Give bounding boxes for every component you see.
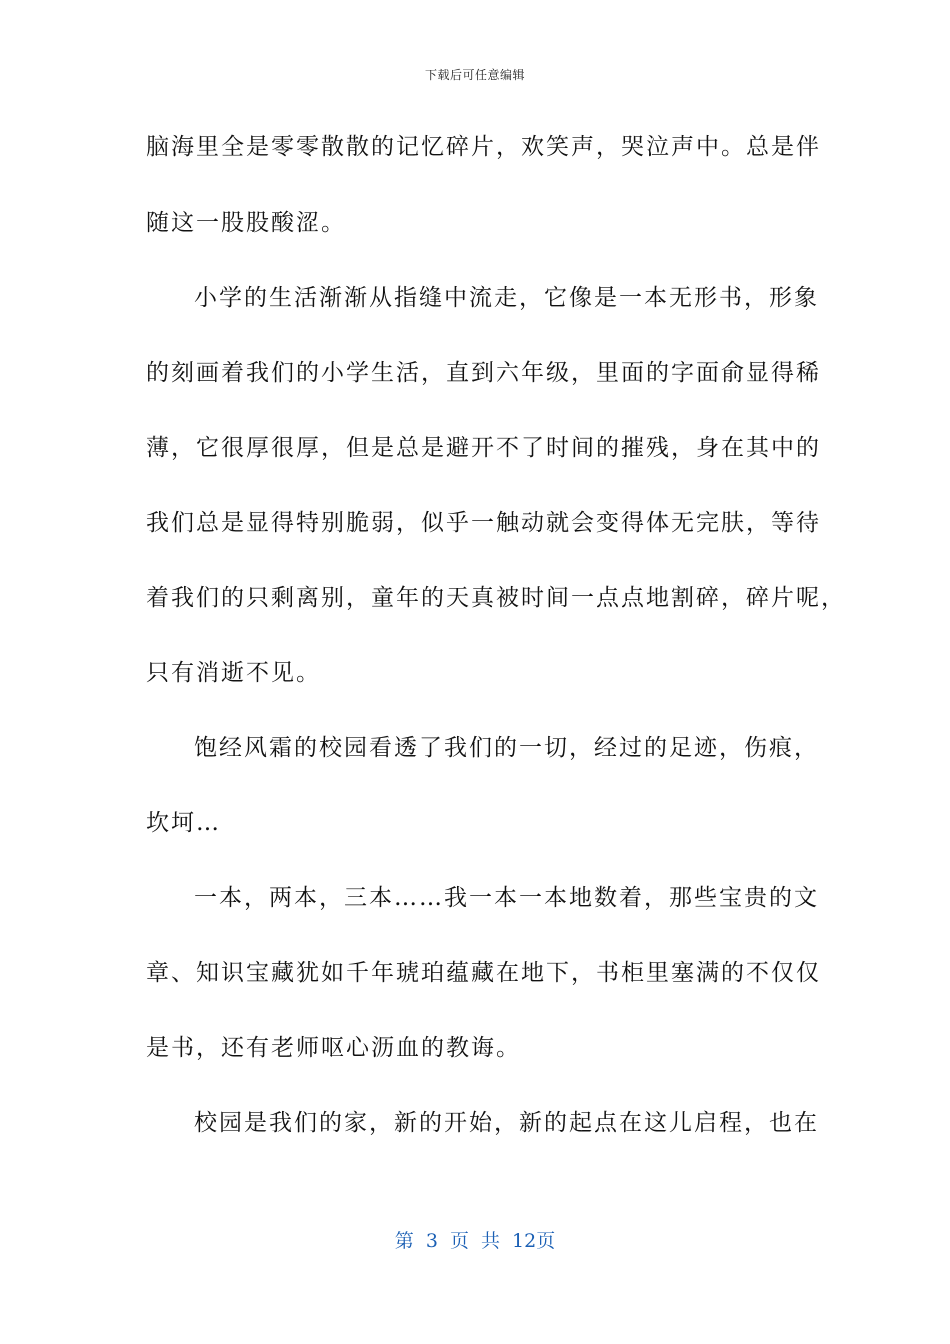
paragraph-line: 章、知识宝藏犹如千年琥珀蕴藏在地下，书柜里塞满的不仅仅 <box>146 960 821 986</box>
paragraph-line: 一本，两本，三本……我一本一本地数着，那些宝贵的文 <box>194 885 819 911</box>
paragraph-line: 着我们的只剩离别，童年的天真被时间一点点地割碎，碎片呢， <box>146 585 846 611</box>
paragraph-line: 校园是我们的家，新的开始，新的起点在这儿启程，也在 <box>194 1110 819 1136</box>
paragraph-line: 薄，它很厚很厚，但是总是避开不了时间的摧残，身在其中的 <box>146 435 821 461</box>
paragraph-line: 的刻画着我们的小学生活，直到六年级，里面的字面俞显得稀 <box>146 360 821 386</box>
paragraph-line: 我们总是显得特别脆弱，似乎一触动就会变得体无完肤，等待 <box>146 510 821 536</box>
paragraph-line: 饱经风霜的校园看透了我们的一切，经过的足迹，伤痕， <box>194 735 819 761</box>
page-footer: 第 3 页 共 12页 <box>394 1230 556 1252</box>
paragraph-line: 坎坷… <box>146 810 221 836</box>
paragraph-line: 小学的生活渐渐从指缝中流走，它像是一本无形书，形象 <box>194 285 819 311</box>
paragraph-line: 是书，还有老师呕心沥血的教诲。 <box>146 1035 521 1061</box>
paragraph-line: 脑海里全是零零散散的记忆碎片，欢笑声，哭泣声中。总是伴 <box>146 134 821 160</box>
paragraph-line: 随这一股股酸涩。 <box>146 210 346 236</box>
page-header: 下载后可任意编辑 <box>424 68 525 82</box>
paragraph-line: 只有消逝不见。 <box>146 660 321 686</box>
